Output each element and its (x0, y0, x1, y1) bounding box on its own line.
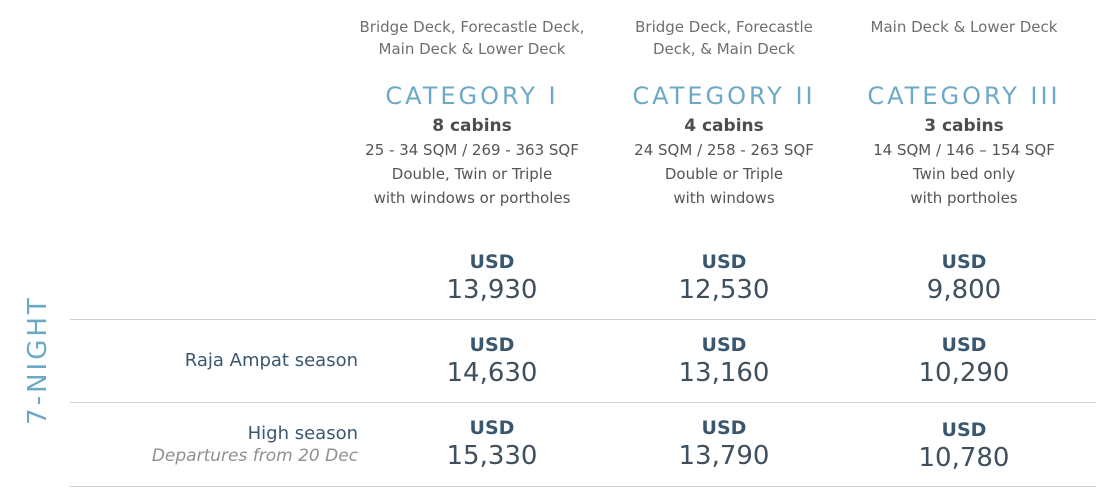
category-1-decks (347, 16, 597, 60)
duration-label: 7-NIGHT (23, 295, 53, 425)
row-label-high-season: High season (247, 423, 358, 444)
row-divider (70, 402, 1096, 403)
category-2-details (609, 138, 839, 210)
cabin-size: 14 SQM / 146 – 154 SQF (873, 141, 1055, 159)
category-2-cabins: 4 cabins (684, 116, 764, 136)
price-row1-cat1 (412, 251, 572, 307)
category-3-title: CATEGORY III (867, 82, 1061, 110)
price-amount: 10,780 (918, 443, 1010, 473)
price-row2-cat2 (644, 334, 804, 390)
row-label-raja-ampat: Raja Ampat season (184, 350, 358, 371)
currency-label: USD (941, 334, 987, 356)
bed-type: Double, Twin or Triple (391, 165, 553, 183)
price-amount: 13,790 (678, 441, 770, 471)
category-2-title: CATEGORY II (632, 82, 816, 110)
price-row2-cat1 (412, 334, 572, 390)
category-3-details (849, 138, 1079, 210)
price-amount: 13,160 (678, 358, 770, 388)
price-amount: 12,530 (678, 275, 770, 305)
category-3-decks (854, 16, 1074, 38)
bed-type: Twin bed only (912, 165, 1016, 183)
price-amount: 13,930 (446, 275, 538, 305)
cabin-size: 24 SQM / 258 - 263 SQF (634, 141, 814, 159)
price-amount: 9,800 (926, 275, 1002, 305)
category-1-cabins: 8 cabins (432, 116, 512, 136)
currency-label: USD (701, 417, 747, 439)
window-type: with windows or portholes (373, 189, 571, 207)
window-type: with windows (673, 189, 775, 207)
currency-label: USD (469, 417, 515, 439)
category-2-decks (609, 16, 839, 60)
price-row1-cat2 (644, 251, 804, 307)
currency-label: USD (941, 419, 987, 441)
price-row2-cat3 (884, 334, 1044, 390)
row-sublabel-departures: Departures from 20 Dec (151, 446, 358, 466)
currency-label: USD (701, 334, 747, 356)
category-3-cabins: 3 cabins (924, 116, 1004, 136)
price-row3-cat1 (412, 417, 572, 473)
currency-label: USD (469, 334, 515, 356)
decks-line: Deck, & Main Deck (652, 40, 795, 58)
window-type: with portholes (910, 189, 1018, 207)
currency-label: USD (469, 251, 515, 273)
decks-line: Main Deck & Lower Deck (870, 18, 1058, 36)
price-amount: 10,290 (918, 358, 1010, 388)
price-amount: 14,630 (446, 358, 538, 388)
row-divider (70, 319, 1096, 320)
currency-label: USD (701, 251, 747, 273)
bed-type: Double or Triple (664, 165, 784, 183)
price-row1-cat3 (884, 251, 1044, 307)
price-amount: 15,330 (446, 441, 538, 471)
currency-label: USD (941, 251, 987, 273)
category-1-title: CATEGORY I (385, 82, 559, 110)
price-row3-cat3 (884, 419, 1044, 475)
row-divider (70, 486, 1096, 487)
category-1-details (347, 138, 597, 210)
decks-line: Main Deck & Lower Deck (378, 40, 566, 58)
decks-line: Bridge Deck, Forecastle (635, 18, 813, 36)
cabin-size: 25 - 34 SQM / 269 - 363 SQF (365, 141, 579, 159)
decks-line: Bridge Deck, Forecastle Deck, (359, 18, 585, 36)
price-row3-cat2 (644, 417, 804, 473)
